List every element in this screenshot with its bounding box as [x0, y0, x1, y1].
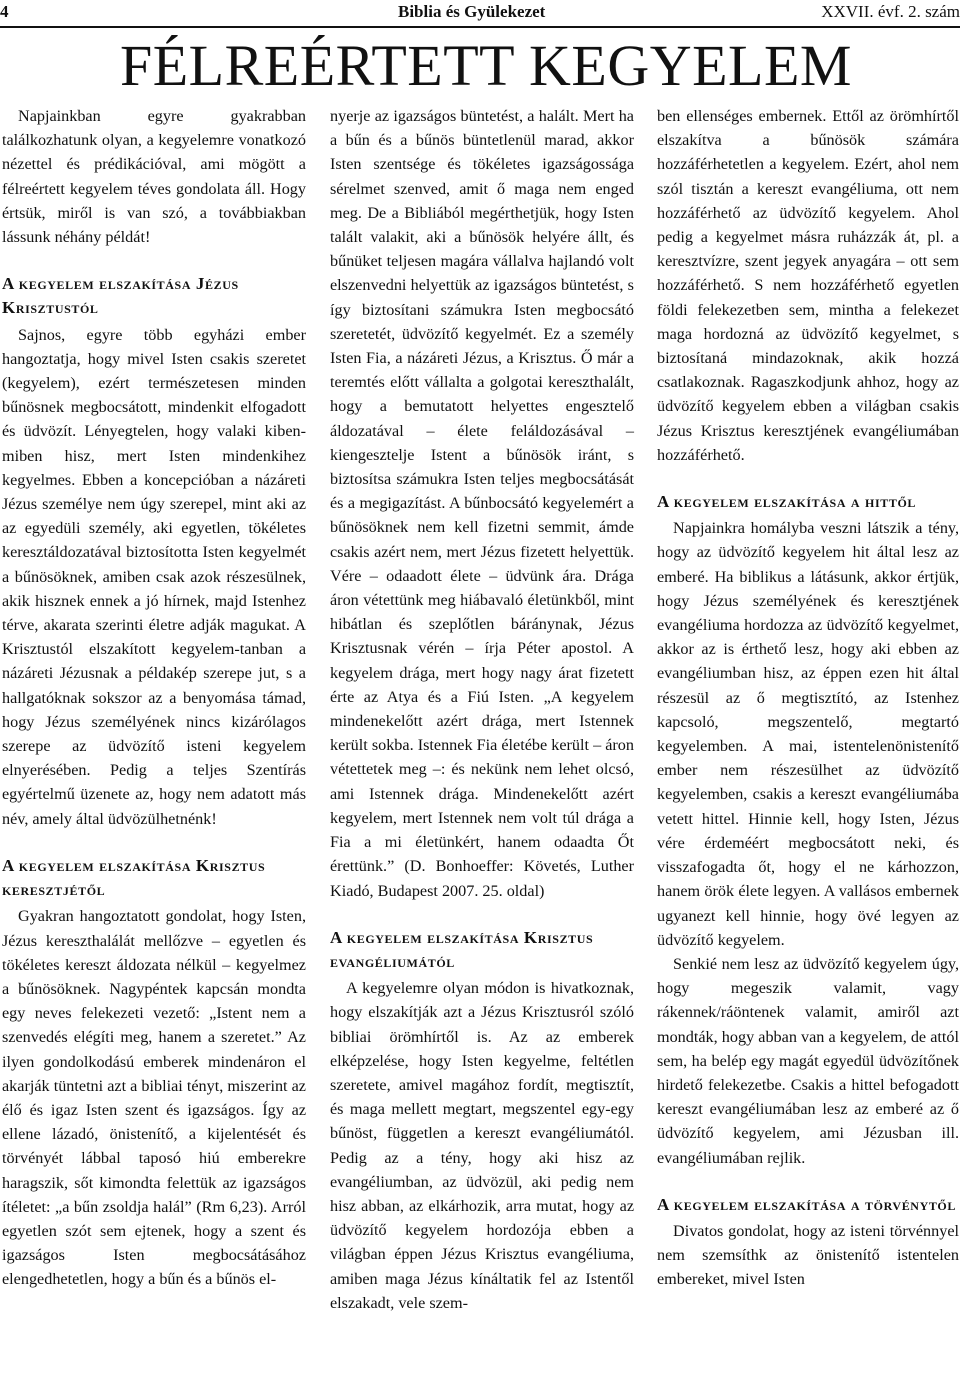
- section-heading: A kegyelem elszakítása a törvénytől: [657, 1194, 956, 1214]
- section-paragraph: Gyakran hangoztatott gondolat, hogy Isten, Jézus kereszthalálát mellőzve – egyetlen és tökéletes kereszt áldozata nélkül – kegyelmez a bűnösöknek. Nagypéntek kapcsán mondta egy neves felekezeti vezető: „Istent nem a szenvedés elégíti meg, hanem a szeretet.” Az ilyen gondolkodású emberek mindenáron el akarják tüntetni azt a bibliai tényt, miszerint az élő és igaz Isten szent és igazságos. Így az ellene lázadó, önistenítő, a kijelentését és törvényét lábbal taposó hiú emberekre haragszik, sőt kimondta felettük az igazságos ítéletet: „a bűn zsoldja halál” (Rm 6,23). Arról egyetlen szót sem ejtenek, hogy a szent és igazságos Isten megbocsátásához elengedhetetlen, hogy a bűn és a bűnös el-: [2, 907, 306, 1289]
- intro-paragraph: Napjainkban egyre gyakrabban találkozhatunk olyan, a kegyelemre vonatkozó nézettel és prédikációval, ami mögött a félreértett kegyelem téves gondolata áll. Hogy értsük, miről is van szó, a továbbiakban lássunk néhány példát!: [2, 107, 306, 247]
- column-3: [657, 104, 959, 1292]
- column-1: [2, 104, 306, 1292]
- section-heading: A kegyelem elszakítása Krisztus keresztjétől: [2, 855, 266, 900]
- section-paragraph: Divatos gondolat, hogy az isteni törvénnyel nem szemsíthk az önistenítő istentelen embereket, mivel Isten: [657, 1221, 959, 1289]
- section-paragraph: A kegyelemre olyan módon is hivatkoznak, hogy elszakítják azt a Jézus Krisztusról szóló bibliai örömhírtől is. Az az emberek elképzelése, hogy Isten kegyelme, feltétlen szeretete, amivel magához fordít, megtisztít, és maga mellett megtart, megszentel egy-egy bűnöst, független a kereszt evangéliumától. Pedig az a tény, hogy aki hisz az evangéliumban, az üdvözül, aki pedig nem hisz abban, az elkárhozik, arra mutat, hogy az üdvözítő kegyelem hordozója ebben a világban éppen Jézus Krisztus evangéliuma, amiben maga Jézus kínáltatik fel az Istentől elszakadt, vele szem-: [330, 979, 634, 1312]
- column-2: [330, 104, 634, 1315]
- section-heading: A kegyelem elszakítása Krisztus evangéliumától: [330, 927, 594, 971]
- section-heading: A kegyelem elszakítása Jézus Krisztustól: [2, 274, 239, 318]
- section-paragraph: Sajnos, egyre több egyházi ember hangoztatja, hogy mivel Isten csakis szeretet (kegyelem), ezért természetesen minden bűnösnek megbocsátott, mindenkit elfogadott és üdvözít. Lényegtelen, hogy valaki kiben-miben hisz, mert Isten mindenkihez kegyelmes. Ebben a koncepcióban a názáreti Jézus személye nem úgy szerepel, mint aki az az egyedüli személy, aki egyetlen, tökéletes keresztáldozatával biztosította Isten kegyelmét a bűnösöknek, amiben csak azok részesülnek, akik hisznek ennek a jó hírnek, majd Istenhez térve, akarata szerinti életre adják magukat. A Krisztustól elszakított kegyelem-tanban a názáreti Jézusnak a példakép szerepe jut, s a hallgatóknak sokszor az a benyomása támad, hogy Jézus személyének nincs kizárólagos szerepe az üdvözítő isteni kegyelem elnyerésében. Pedig a teljes Szentírás egyértelmű üzenete az, hogy nem adatott más név, amely által üdvözülhetnénk!: [2, 325, 306, 828]
- section-paragraph: Senkié nem lesz az üdvözítő kegyelem úgy, hogy megeszik valamit, vagy rákennek/ráöntenek valamit, amiről azt mondták, hogy abban van a kegyelem, de attól sem, ha belép egy magát egyedül üdvözítőnek hirdető felekezetbe. Csakis a hittel befogadott kereszt evangéliumában lesz az emberé az ő üdvözítő kegyelem, ami Jézusban ill. evangéliumában rejlik.: [657, 954, 959, 1167]
- page-number: 4: [0, 2, 9, 21]
- running-header: [0, 0, 960, 28]
- section-paragraph: Napjainkra homályba veszni látszik a tény, hogy az üdvözítő kegyelem hit által lesz az emberé. Ha biblikus a látásunk, akkor értjük, hogy Jézus személyének és keresztjének evangéliuma hordozza az üdvözítő kegyelmet, akkor az is érthető lesz, hogy aki ebben az evangéliumban hisz, az éppen ezen hit által részesül az ő megtisztító, az Istenhez kapcsoló, megszentelő, megtartó kegyelemben. A mai, istentelenönistenítő ember nem részesülhet az üdvözítő kegyelemben, csakis a kereszt evangéliumába vetett hittel. Hinnie kell, hogy Isten, Jézus vére érdeméért megbocsátott neki, és visszafogadta őt, hogy el ne kárhozzon, hanem örök élete legyen. A vallásos embernek ugyanezt kell hinnie, hogy övé legyen az üdvözítő kegyelem.: [657, 519, 959, 949]
- section-heading: A kegyelem elszakítása a hittől: [657, 492, 916, 512]
- article-title: FÉLREÉRTETT KEGYELEM: [120, 33, 852, 98]
- volume-info: XXVII. évf. 2. szám: [821, 2, 960, 21]
- section-paragraph: ben ellenséges embernek. Ettől az örömhírtől elszakítva a bűnösök számára hozzáférhetetlen a kegyelem. Ezért, ahol nem szól tisztán a kereszt evangéliuma, ott nem hozzáférhető az üdvözítő kegyelem. Ahol pedig a kegyelmet másra ruházzák át, pl. a keresztvízre, szent jegyek anyagára – ott sem hozzáférhető. S nem hozzáférhető egyetlen földi felekezetben sem, mintha a felekezet maga hordozná az üdvözítő kegyelmet, s biztosítaná mindazoknak, akik hozzá csatlakoznak. Ragaszkodjunk ahhoz, hogy az üdvözítő kegyelem ebben a világban csakis Jézus Krisztus keresztjének evangéliumában hozzáférhető.: [657, 107, 959, 464]
- publication-name: Biblia és Gyülekezet: [398, 2, 546, 21]
- section-paragraph: nyerje az igazságos büntetést, a halált. Mert ha a bűn és a bűnös büntetlenül marad, akkor Isten szentsége és tökéletes igazságossága sérelmet szenved, amit ő maga nem enged meg. De a Bibliából megérthetjük, hogy Isten talált valakit, aki a bűnösök helyére állt, és bűnüket teljesen magára vállalva hajlandó volt elszenvedni helyettük az igazságos büntetést, s így biztosítani számukra Isten megbocsátó szeretetét, üdvözítő kegyelmét. Ez a személy Isten Fia, a názáreti Jézus, a Krisztus. Ő már a teremtés előtt vállalta a golgotai kereszthalált, hogy a bemutatott helyettes engesztelő áldozatával – élete feláldozásával – kiengesztelje Istent a bűnösök iránt, s biztosítsa számukra Isten teljes megbocsátását és a megigazítást. A bűnbocsátó kegyelemért a bűnösöknek nem kell fizetni semmit, ámde csakis azért nem, mert Jézus fizetett helyettük. Vére – odaadott élete – üdvünk ára. Drága áron vétettünk meg hiábavaló életünkből, mint hibátlan és szeplőtlen báránynak, Jézus Krisztusnak vérén – írja Péter apostol. A kegyelem drága, mert hogy nagy árat fizetett érte az Atya és a Fiú Isten. „A kegyelem mindenekelőtt azért drága, mert Istennek került sokba. Istennek Fia életébe került – áron vétettetek meg –: és nekünk nem lehet olcsó, ami Istennek drága. Mindenekelőtt azért kegyelem, mert Istennek nem volt túl drága a Fia a mi életünkért, hanem odaadta Őt érettünk.” (D. Bonhoeffer: Követés, Luther Kiadó, Budapest 2007. 25. oldal): [330, 107, 634, 900]
